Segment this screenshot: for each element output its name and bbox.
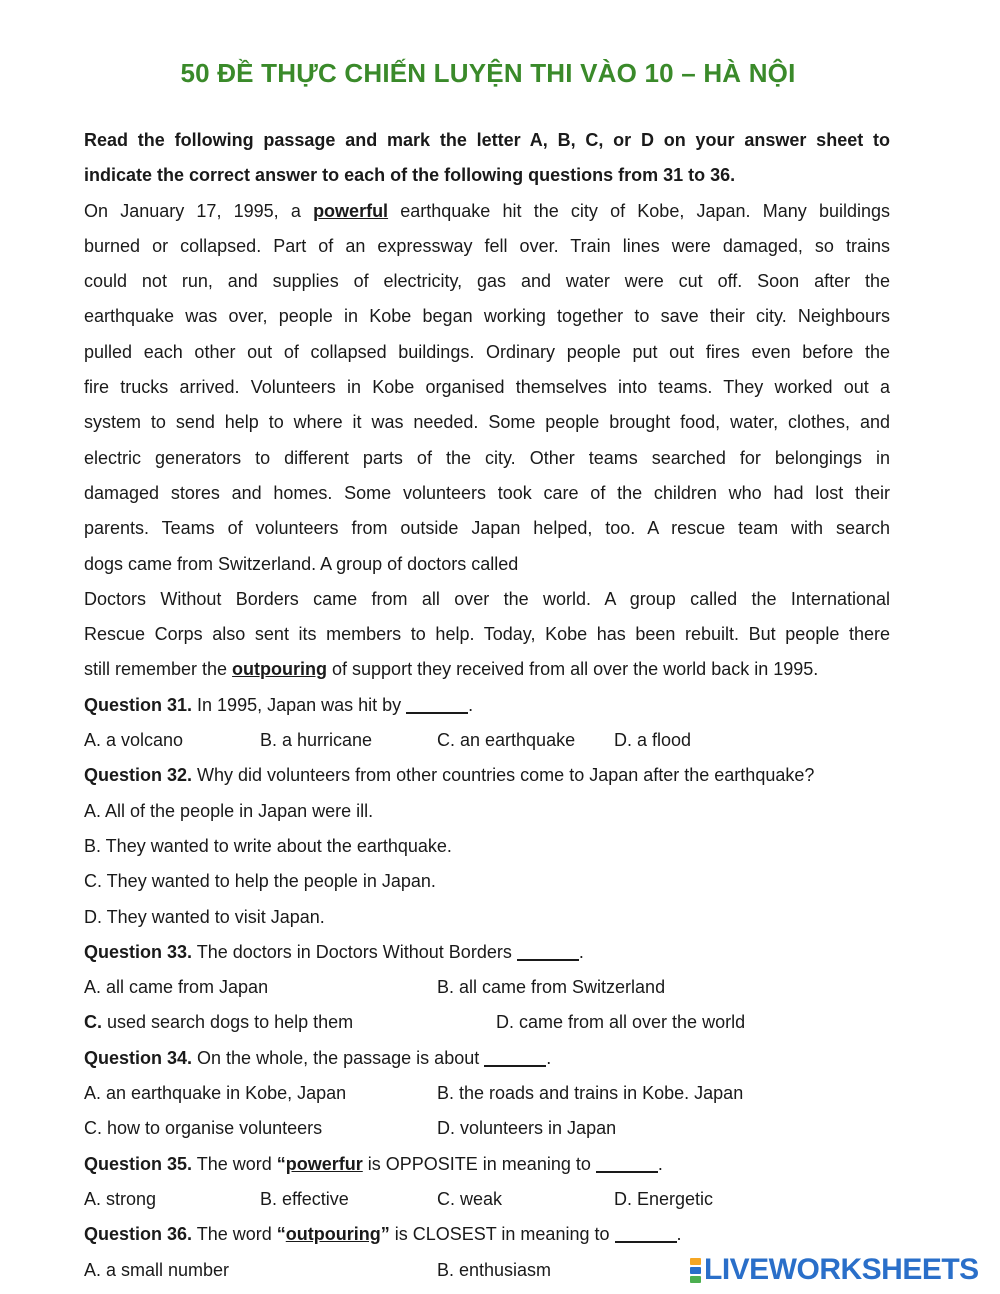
question-32: Question 32. Why did volunteers from other countries come to Japan after the earthquake? (84, 765, 815, 786)
question-31-options (84, 723, 890, 758)
option-d[interactable]: D. came from all over the world (496, 1012, 746, 1033)
option-d[interactable]: D. a flood (614, 730, 692, 751)
keyword-powerfur: powerfur (285, 1153, 363, 1174)
passage-line: parents. Teams of volunteers from outside Japan helped, too. A rescue team with search (84, 518, 890, 539)
passage-line: Rescue Corps also sent its members to help. Today, Kobe has been rebuilt. But people there (84, 624, 890, 645)
option-c[interactable]: C. an earthquake (437, 730, 576, 751)
option-c[interactable]: C. They wanted to help the people in Japan. (84, 871, 436, 892)
option-b[interactable]: B. effective (260, 1188, 349, 1209)
answer-blank[interactable] (406, 694, 468, 714)
answer-blank[interactable] (517, 941, 579, 961)
option-d[interactable]: D. volunteers in Japan (437, 1118, 617, 1139)
page-title: 50 ĐỀ THỰC CHIẾN LUYỆN THI VÀO 10 – HÀ NỘI (180, 58, 796, 88)
instruction-line-1: Read the following passage and mark the letter A, B, C, or D on your answer sheet to (84, 130, 890, 150)
option-a[interactable]: A. strong (84, 1188, 157, 1209)
option-c[interactable]: C. used search dogs to help them (84, 1012, 354, 1033)
option-b[interactable]: B. They wanted to write about the earthquake. (84, 835, 452, 856)
option-b[interactable]: B. a hurricane (260, 730, 373, 751)
keyword-powerful: powerful (313, 200, 389, 221)
option-a[interactable]: A. all came from Japan (84, 977, 269, 998)
option-b[interactable]: B. enthusiasm (437, 1259, 552, 1280)
answer-blank[interactable] (484, 1047, 546, 1067)
option-b[interactable]: B. all came from Switzerland (437, 977, 666, 998)
passage-line: pulled each other out of collapsed buildings. Ordinary people put out fires even before the (84, 341, 890, 362)
question-31: Question 31. In 1995, Japan was hit by . (84, 694, 474, 715)
logo-icon (690, 1257, 701, 1284)
passage-line: Doctors Without Borders came from all over the world. A group called the International (84, 588, 890, 609)
passage-line: burned or collapsed. Part of an expressway fell over. Train lines were damaged, so trains (84, 235, 890, 256)
question-34-options-ab (84, 1076, 890, 1111)
question-33: Question 33. The doctors in Doctors Without Borders . (84, 941, 584, 962)
passage-line: damaged stores and homes. Some volunteers took care of the children who had lost their (84, 482, 890, 503)
passage-line: system to send help to where it was needed. Some people brought food, water, clothes, and (84, 412, 890, 433)
option-c[interactable]: C. weak (437, 1188, 503, 1209)
instruction-line-2: indicate the correct answer to each of the following questions from 31 to 36. (84, 165, 736, 186)
passage-line: On January 17, 1995, a powerful earthquake hit the city of Kobe, Japan. Many buildings (84, 200, 890, 221)
passage-line: still remember the outpouring of support they received from all over the world back in 1995. (84, 659, 819, 680)
question-33-options-ab (84, 970, 890, 1005)
passage-line: fire trucks arrived. Volunteers in Kobe organised themselves into teams. They worked out a (84, 377, 890, 398)
option-d[interactable]: D. They wanted to visit Japan. (84, 906, 325, 927)
keyword-outpouring: outpouring (232, 659, 328, 680)
question-34: Question 34. On the whole, the passage is about . (84, 1047, 552, 1068)
passage-line: electric generators to different parts of the city. Other teams searched for belongings in (84, 447, 890, 468)
option-a[interactable]: A. a volcano (84, 730, 184, 751)
worksheet-content (84, 123, 890, 1288)
option-a[interactable]: A. a small number (84, 1259, 230, 1280)
question-35: Question 35. The word “powerfur is OPPOSITE in meaning to . (84, 1153, 663, 1174)
passage-line: could not run, and supplies of electricity, gas and water were cut off. Soon after the (84, 271, 890, 292)
question-35-options (84, 1182, 890, 1217)
answer-blank[interactable] (615, 1223, 677, 1243)
passage-line: dogs came from Switzerland. A group of doctors called (84, 553, 519, 574)
keyword-outpouring: outpouring (285, 1224, 381, 1245)
option-a[interactable]: A. All of the people in Japan were ill. (84, 800, 374, 821)
question-36: Question 36. The word “outpouring” is CLOSEST in meaning to . (84, 1224, 682, 1245)
logo-text: LIVEWORKSHEETS (704, 1253, 979, 1286)
option-d[interactable]: D. Energetic (614, 1188, 714, 1209)
question-33-options-cd (84, 1005, 890, 1040)
question-34-options-cd (84, 1111, 890, 1146)
option-c[interactable]: C. how to organise volunteers (84, 1118, 323, 1139)
option-b[interactable]: B. the roads and trains in Kobe. Japan (437, 1083, 744, 1104)
passage-line: earthquake was over, people in Kobe began working together to save their city. Neighbours (84, 306, 890, 327)
liveworksheets-logo[interactable] (690, 1252, 979, 1288)
answer-blank[interactable] (596, 1153, 658, 1173)
option-a[interactable]: A. an earthquake in Kobe, Japan (84, 1083, 347, 1104)
